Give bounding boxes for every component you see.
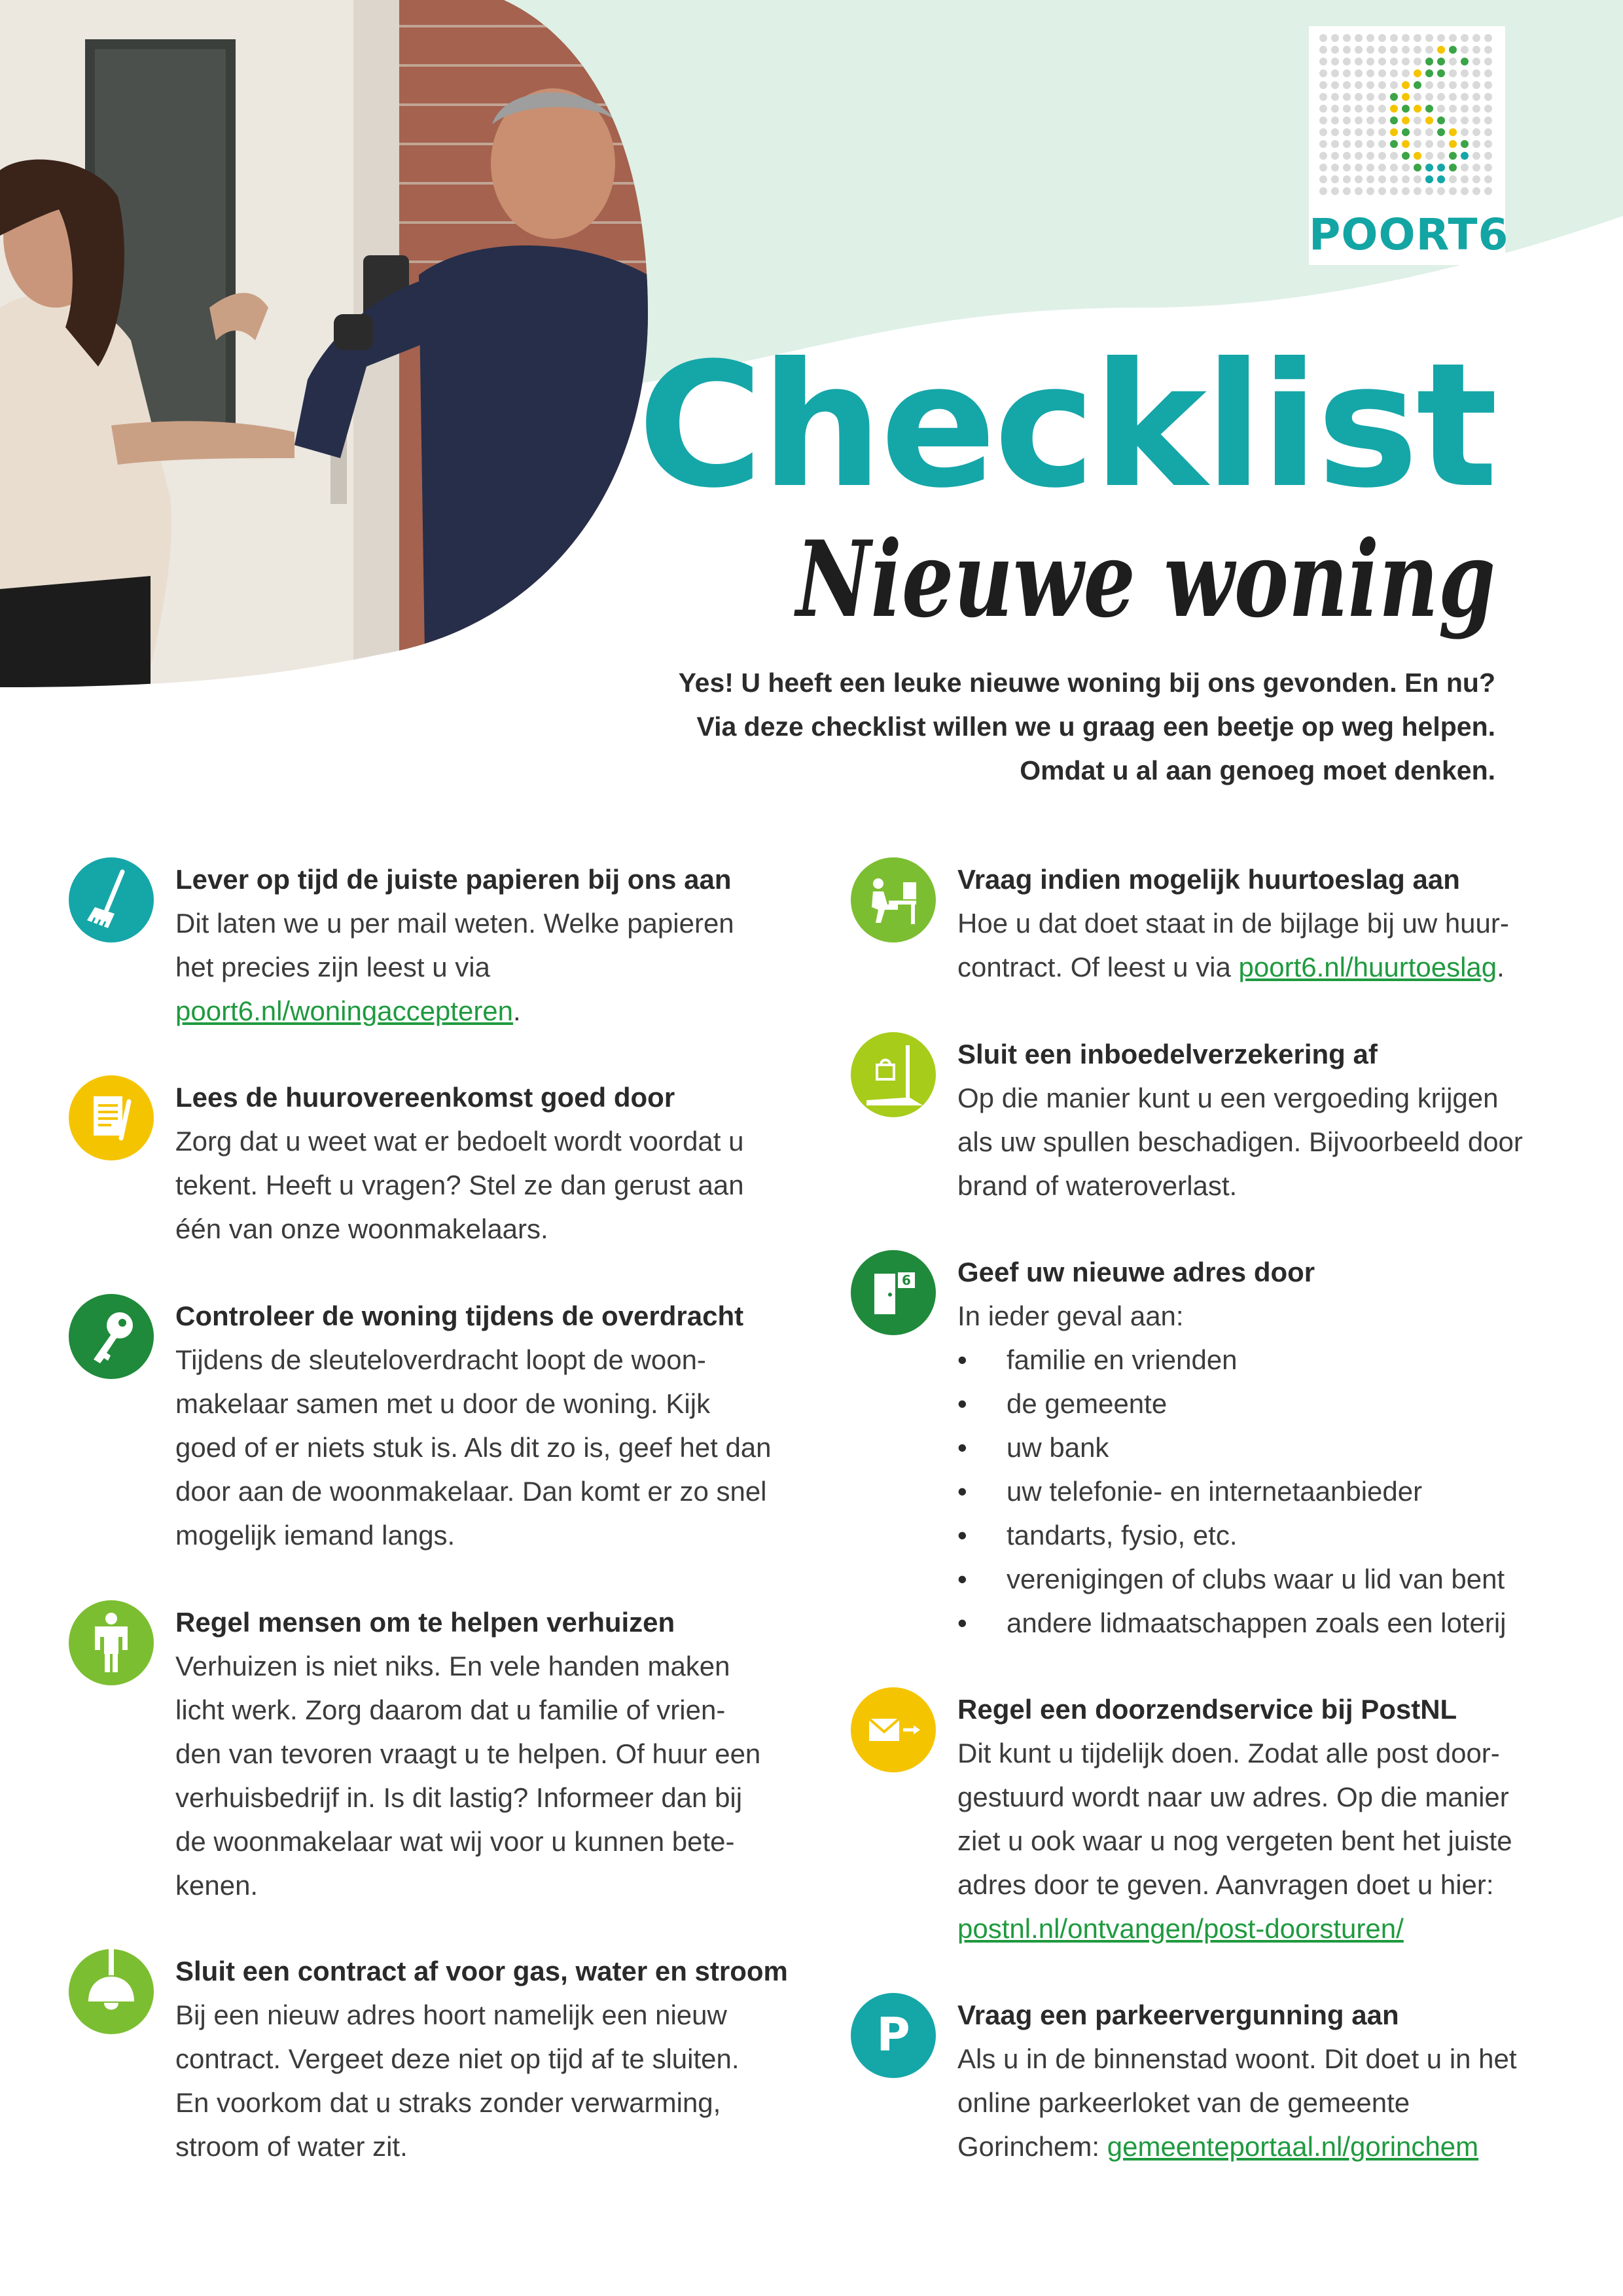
list-item: • tandarts, fysio, etc.: [957, 1513, 1612, 1557]
item-text: mogelijk iemand langs.: [175, 1520, 455, 1551]
item-text: tekent. Heeft u vragen? Stel ze dan gerust aan: [175, 1170, 744, 1200]
checklist-item-lease: [175, 1075, 830, 1251]
item-text: [175, 989, 830, 1033]
item-text: online parkeerloket van de gemeente: [957, 2087, 1410, 2118]
punctuation: .: [1497, 952, 1505, 982]
poort6-logo: [1309, 26, 1509, 265]
checklist-item-parking: [876, 1993, 1612, 2168]
item-heading: Controleer de woning tijdens de overdracht: [175, 1300, 744, 1331]
item-heading: Regel een doorzendservice bij PostNL: [957, 1694, 1457, 1725]
text-prefix: contract. Of leest u via: [957, 952, 1239, 982]
woningaccepteren-link[interactable]: poort6.nl/woningaccepteren: [175, 996, 514, 1026]
item-text: Op die manier kunt u een vergoeding krijgen: [957, 1083, 1499, 1113]
list-item: • uw bank: [957, 1426, 1612, 1469]
item-heading: Vraag een parkeervergunning aan: [957, 2000, 1399, 2030]
parking-icon: [851, 1993, 936, 2078]
item-text: Tijdens de sleuteloverdracht loopt de woon-: [175, 1344, 706, 1375]
item-heading: Vraag indien mogelijk huurtoeslag aan: [957, 864, 1460, 895]
checklist-item-inspection: [175, 1294, 830, 1557]
item-heading: Sluit een inboedelverzekering af: [957, 1039, 1378, 1069]
item-text: den van tevoren vraagt u te helpen. Of huur een: [175, 1738, 761, 1769]
checklist-item-moving-help: [175, 1600, 830, 1907]
text-prefix: Gorinchem:: [957, 2131, 1107, 2162]
list-item: • andere lidmaatschappen zoals een loterij: [957, 1601, 1612, 1645]
item-heading: Regel mensen om te helpen verhuizen: [175, 1607, 675, 1638]
checklist-item-papers: [175, 857, 830, 1033]
door-number-icon: [851, 1250, 936, 1335]
item-heading: Lever op tijd de juiste papieren bij ons aan: [175, 864, 732, 895]
item-text: één van onze woonmakelaars.: [175, 1213, 548, 1244]
item-text: door aan de woonmakelaar. Dan komt er zo snel: [175, 1476, 767, 1507]
item-text: [957, 1907, 1612, 1950]
item-heading: Lees de huurovereenkomst goed door: [175, 1082, 675, 1113]
key-icon: [69, 1294, 154, 1379]
item-text: licht werk. Zorg daarom dat u familie of vrien-: [175, 1695, 726, 1725]
item-heading: Geef uw nieuwe adres door: [957, 1257, 1315, 1287]
item-text: goed of er niets stuk is. Als dit zo is, geef het dan: [175, 1432, 772, 1463]
item-text: als uw spullen beschadigen. Bijvoorbeeld door: [957, 1126, 1523, 1157]
item-text: In ieder geval aan:: [957, 1300, 1184, 1331]
item-text: gestuurd wordt naar uw adres. Op die manier: [957, 1782, 1509, 1812]
page-subtitle: Nieuwe woning: [796, 518, 1495, 641]
item-text: kenen.: [175, 1870, 259, 1901]
intro-text: [514, 661, 1495, 793]
checklist-item-rent-allowance: [957, 857, 1612, 989]
item-text: stroom of water zit.: [175, 2131, 408, 2162]
address-recipients-list: [957, 1338, 1612, 1645]
item-text: Bij een nieuw adres hoort namelijk een nieuw: [175, 2000, 727, 2030]
page-title: Checklist: [637, 326, 1495, 526]
item-text: adres door te geven. Aanvragen doet u hier:: [957, 1869, 1494, 1900]
checklist-item-insurance: [957, 1032, 1612, 1208]
checklist-item-postnl: [957, 1687, 1612, 1950]
svg-text:6: 6: [902, 1272, 911, 1288]
room-bag-icon: [851, 1032, 936, 1117]
intro-line: Yes! U heeft een leuke nieuwe woning bij ons gevonden. En nu?: [678, 668, 1495, 698]
intro-line: Omdat u al aan genoeg moet denken.: [1020, 755, 1495, 785]
svg-text:P: P: [876, 2008, 910, 2062]
checklist-item-utilities: [175, 1949, 830, 2168]
item-text: Verhuizen is niet niks. En vele handen maken: [175, 1651, 730, 1681]
item-text: Zorg dat u weet wat er bedoelt wordt voordat u: [175, 1126, 744, 1157]
list-item: • uw telefonie- en internetaanbieder: [957, 1469, 1612, 1513]
item-text: Dit laten we u per mail weten. Welke papieren: [175, 908, 734, 939]
item-text: verhuisbedrijf in. Is dit lastig? Informeer dan bij: [175, 1782, 743, 1813]
item-text: contract. Vergeet deze niet op tijd af te sluiten.: [175, 2043, 740, 2074]
item-heading: Sluit een contract af voor gas, water en stroom: [175, 1956, 788, 1986]
item-text: Dit kunt u tijdelijk doen. Zodat alle post door-: [957, 1738, 1500, 1768]
person-at-desk-icon: [851, 857, 936, 942]
item-text: En voorkom dat u straks zonder verwarming,: [175, 2087, 721, 2118]
huurtoeslag-link[interactable]: poort6.nl/huurtoeslag: [1238, 952, 1497, 982]
item-text: Als u in de binnenstad woont. Dit doet u in het: [957, 2043, 1517, 2074]
postnl-link[interactable]: postnl.nl/ontvangen/post-doorsturen/: [957, 1913, 1404, 1944]
item-text: brand of wateroverlast.: [957, 1170, 1238, 1201]
envelope-forward-icon: [851, 1687, 936, 1772]
gemeenteportaal-link[interactable]: gemeenteportaal.nl/gorinchem: [1107, 2131, 1479, 2162]
key-handover-photo: [0, 0, 654, 694]
logo-dot-grid-icon: [1309, 26, 1505, 209]
checklist-item-address: [902, 1250, 1612, 1645]
list-item: • verenigingen of clubs waar u lid van bent: [957, 1557, 1612, 1601]
item-text: Hoe u dat doet staat in de bijlage bij uw huur-: [957, 908, 1509, 939]
item-text: makelaar samen met u door de woning. Kijk: [175, 1388, 711, 1419]
item-text: [957, 945, 1612, 989]
lamp-icon: [69, 1949, 154, 2034]
logo-wordmark: POORT6: [1309, 209, 1509, 260]
item-text: [957, 2125, 1612, 2168]
item-text: het precies zijn leest u via: [175, 952, 490, 982]
broom-icon: [69, 857, 154, 942]
person-carrying-icon: [69, 1600, 154, 1685]
item-text: de woonmakelaar wat wij voor u kunnen bete-: [175, 1826, 735, 1857]
list-item: • familie en vrienden: [957, 1338, 1612, 1382]
punctuation: .: [513, 996, 521, 1026]
item-text: ziet u ook waar u nog vergeten bent het juiste: [957, 1825, 1512, 1856]
list-item: • de gemeente: [957, 1382, 1612, 1426]
intro-line: Via deze checklist willen we u graag een beetje op weg helpen.: [696, 711, 1495, 742]
document-pen-icon: [69, 1075, 154, 1160]
